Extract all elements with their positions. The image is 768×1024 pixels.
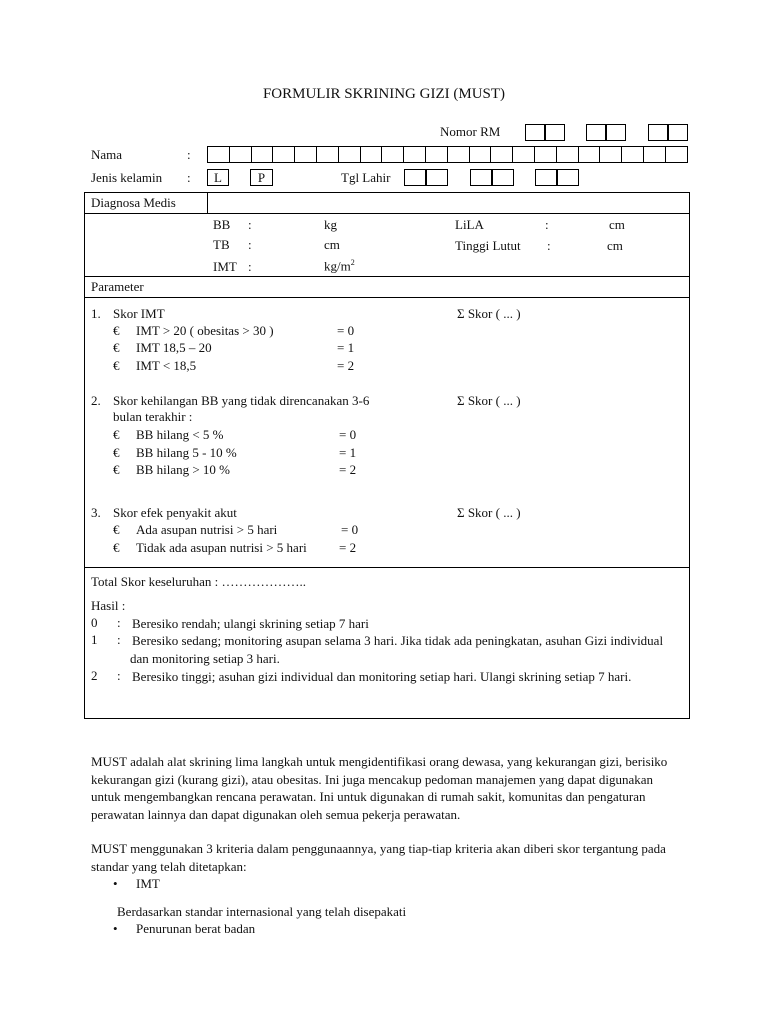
criteria-score: = 1 — [339, 445, 357, 460]
nama-char-box[interactable] — [381, 146, 404, 163]
hasil-code: 0 — [91, 615, 98, 630]
lila-unit: cm — [609, 217, 625, 232]
total-skor: Total Skor keseluruhan : ……………….. — [91, 574, 307, 589]
jenis-kelamin-colon: : — [187, 170, 191, 185]
euro-bullet-icon: € — [113, 462, 120, 477]
euro-bullet-icon: € — [113, 522, 120, 537]
nama-char-box[interactable] — [272, 146, 295, 163]
criteria-score: = 2 — [339, 462, 357, 477]
gender-l-checkbox[interactable]: L — [207, 169, 229, 186]
criteria-score: = 2 — [339, 540, 357, 555]
euro-bullet-icon: € — [113, 540, 120, 555]
euro-bullet-icon: € — [113, 427, 120, 442]
nama-char-box[interactable] — [294, 146, 317, 163]
nama-char-box[interactable] — [447, 146, 470, 163]
tinggi-lutut-colon: : — [547, 238, 551, 253]
nama-char-box[interactable] — [403, 146, 426, 163]
criteria-text: Tidak ada asupan nutrisi > 5 hari — [136, 540, 307, 555]
criteria-score: = 0 — [341, 522, 359, 537]
section-number: 2. — [91, 393, 101, 408]
criteria-text: IMT > 20 ( obesitas > 30 ) — [136, 323, 274, 338]
bb-label: BB — [213, 217, 231, 232]
lila-colon: : — [545, 217, 549, 232]
tb-unit: cm — [324, 237, 340, 252]
hasil-sep: : — [117, 632, 121, 647]
criteria-score: = 2 — [337, 358, 355, 373]
imt-unit: $kg/m^2$ — [324, 258, 355, 274]
tb-colon: : — [248, 237, 252, 252]
hasil-code: 2 — [91, 668, 98, 683]
criteria-score: = 1 — [337, 340, 355, 355]
body-note: Berdasarkan standar internasional yang telah disepakati — [117, 904, 407, 919]
nama-char-box[interactable] — [621, 146, 644, 163]
bullet-icon: • — [113, 921, 118, 936]
criteria-score: = 0 — [337, 323, 355, 338]
hasil-sep: : — [117, 668, 121, 683]
section-title: Skor IMT — [113, 306, 165, 321]
section-title-line2: bulan terakhir : — [113, 409, 193, 424]
nama-char-box[interactable] — [251, 146, 274, 163]
tinggi-lutut-label: Tinggi Lutut — [455, 238, 521, 253]
nama-char-box[interactable] — [578, 146, 601, 163]
criteria-text: Ada asupan nutrisi > 5 hari — [136, 522, 278, 537]
bb-colon: : — [248, 217, 252, 232]
hasil-code: 1 — [91, 632, 98, 647]
tb-label: TB — [213, 237, 230, 252]
criteria-text: BB hilang > 10 % — [136, 462, 230, 477]
score-label: Σ Skor ( ... ) — [457, 393, 521, 408]
bullet-icon: • — [113, 876, 118, 891]
nama-char-box[interactable] — [665, 146, 688, 163]
hasil-text: Beresiko rendah; ulangi skrining setiap 7 hari — [132, 616, 369, 631]
nama-char-box[interactable] — [338, 146, 361, 163]
criteria-text: IMT 18,5 – 20 — [136, 340, 212, 355]
nama-char-box[interactable] — [469, 146, 492, 163]
nama-char-box[interactable] — [316, 146, 339, 163]
criteria-text: BB hilang 5 - 10 % — [136, 445, 237, 460]
nama-char-box[interactable] — [207, 146, 230, 163]
hasil-text: Beresiko tinggi; asuhan gizi individual dan monitoring setiap hari. Ulangi skrining setiap 7 hari. — [132, 669, 632, 684]
nomor-rm-label: Nomor RM — [440, 124, 501, 139]
section-number: 3. — [91, 505, 101, 520]
body-paragraph-2: MUST menggunakan 3 kriteria dalam penggunaannya, yang tiap-tiap kriteria akan diberi skor tergantung pada standar yang telah ditetapkan: — [91, 841, 666, 874]
imt-label: IMT — [213, 259, 237, 274]
page-title: FORMULIR SKRINING GIZI (MUST) — [262, 86, 506, 102]
body-paragraph-1: MUST adalah alat skrining lima langkah untuk mengidentifikasi orang dewasa, yang kekurangan gizi, berisiko kekurangan gizi (kurang gizi), atau obesitas. Ini juga mencakup pedoman manajemen yang dapat digunakan untuk mengembangkan rencana perawatan. Ini untuk digunakan di rumah sakit, komunitas dan pengaturan perawatan lainnya dan dapat digunakan oleh semua pekerja perawatan. — [91, 754, 668, 822]
euro-bullet-icon: € — [113, 358, 120, 373]
nama-char-box[interactable] — [360, 146, 383, 163]
nama-colon: : — [187, 147, 191, 162]
jenis-kelamin-label: Jenis kelamin — [91, 170, 163, 185]
nama-char-box[interactable] — [229, 146, 252, 163]
nama-char-box[interactable] — [643, 146, 666, 163]
euro-bullet-icon: € — [113, 340, 120, 355]
nama-label: Nama — [91, 147, 123, 162]
hasil-text: Beresiko sedang; monitoring asupan selama 3 hari. Jika tidak ada peningkatan, asuhan Gizi individual dan monitoring setiap 3 hari. — [130, 633, 664, 666]
euro-bullet-icon: € — [113, 445, 120, 460]
nama-char-box[interactable] — [556, 146, 579, 163]
diagnosa-medis-field[interactable] — [210, 194, 686, 212]
nama-char-box[interactable] — [512, 146, 535, 163]
nama-char-box[interactable] — [534, 146, 557, 163]
imt-colon: : — [248, 259, 252, 274]
parameter-label: Parameter — [91, 279, 144, 294]
bb-unit: kg — [324, 217, 337, 232]
criteria-text: IMT < 18,5 — [136, 358, 197, 373]
section-title: Skor efek penyakit akut — [113, 505, 237, 520]
section-title: Skor kehilangan BB yang tidak direncanakan 3-6 — [113, 393, 370, 408]
hasil-label: Hasil : — [91, 598, 126, 613]
nama-char-box[interactable] — [599, 146, 622, 163]
score-label: Σ Skor ( ... ) — [457, 306, 521, 321]
tinggi-lutut-unit: cm — [607, 238, 623, 253]
nama-char-box[interactable] — [425, 146, 448, 163]
lila-label: LiLA — [455, 217, 484, 232]
score-label: Σ Skor ( ... ) — [457, 505, 521, 520]
criteria-score: = 0 — [339, 427, 357, 442]
criteria-text: BB hilang < 5 % — [136, 427, 224, 442]
bullet-item-imt: IMT — [136, 876, 160, 891]
bullet-item-penurunan: Penurunan berat badan — [136, 921, 256, 936]
hasil-sep: : — [117, 615, 121, 630]
diagnosa-medis-label: Diagnosa Medis — [91, 195, 176, 210]
tgl-lahir-label: Tgl Lahir — [341, 170, 391, 185]
euro-bullet-icon: € — [113, 323, 120, 338]
gender-p-checkbox[interactable]: P — [250, 169, 273, 186]
section-number: 1. — [91, 306, 101, 321]
nama-char-box[interactable] — [490, 146, 513, 163]
